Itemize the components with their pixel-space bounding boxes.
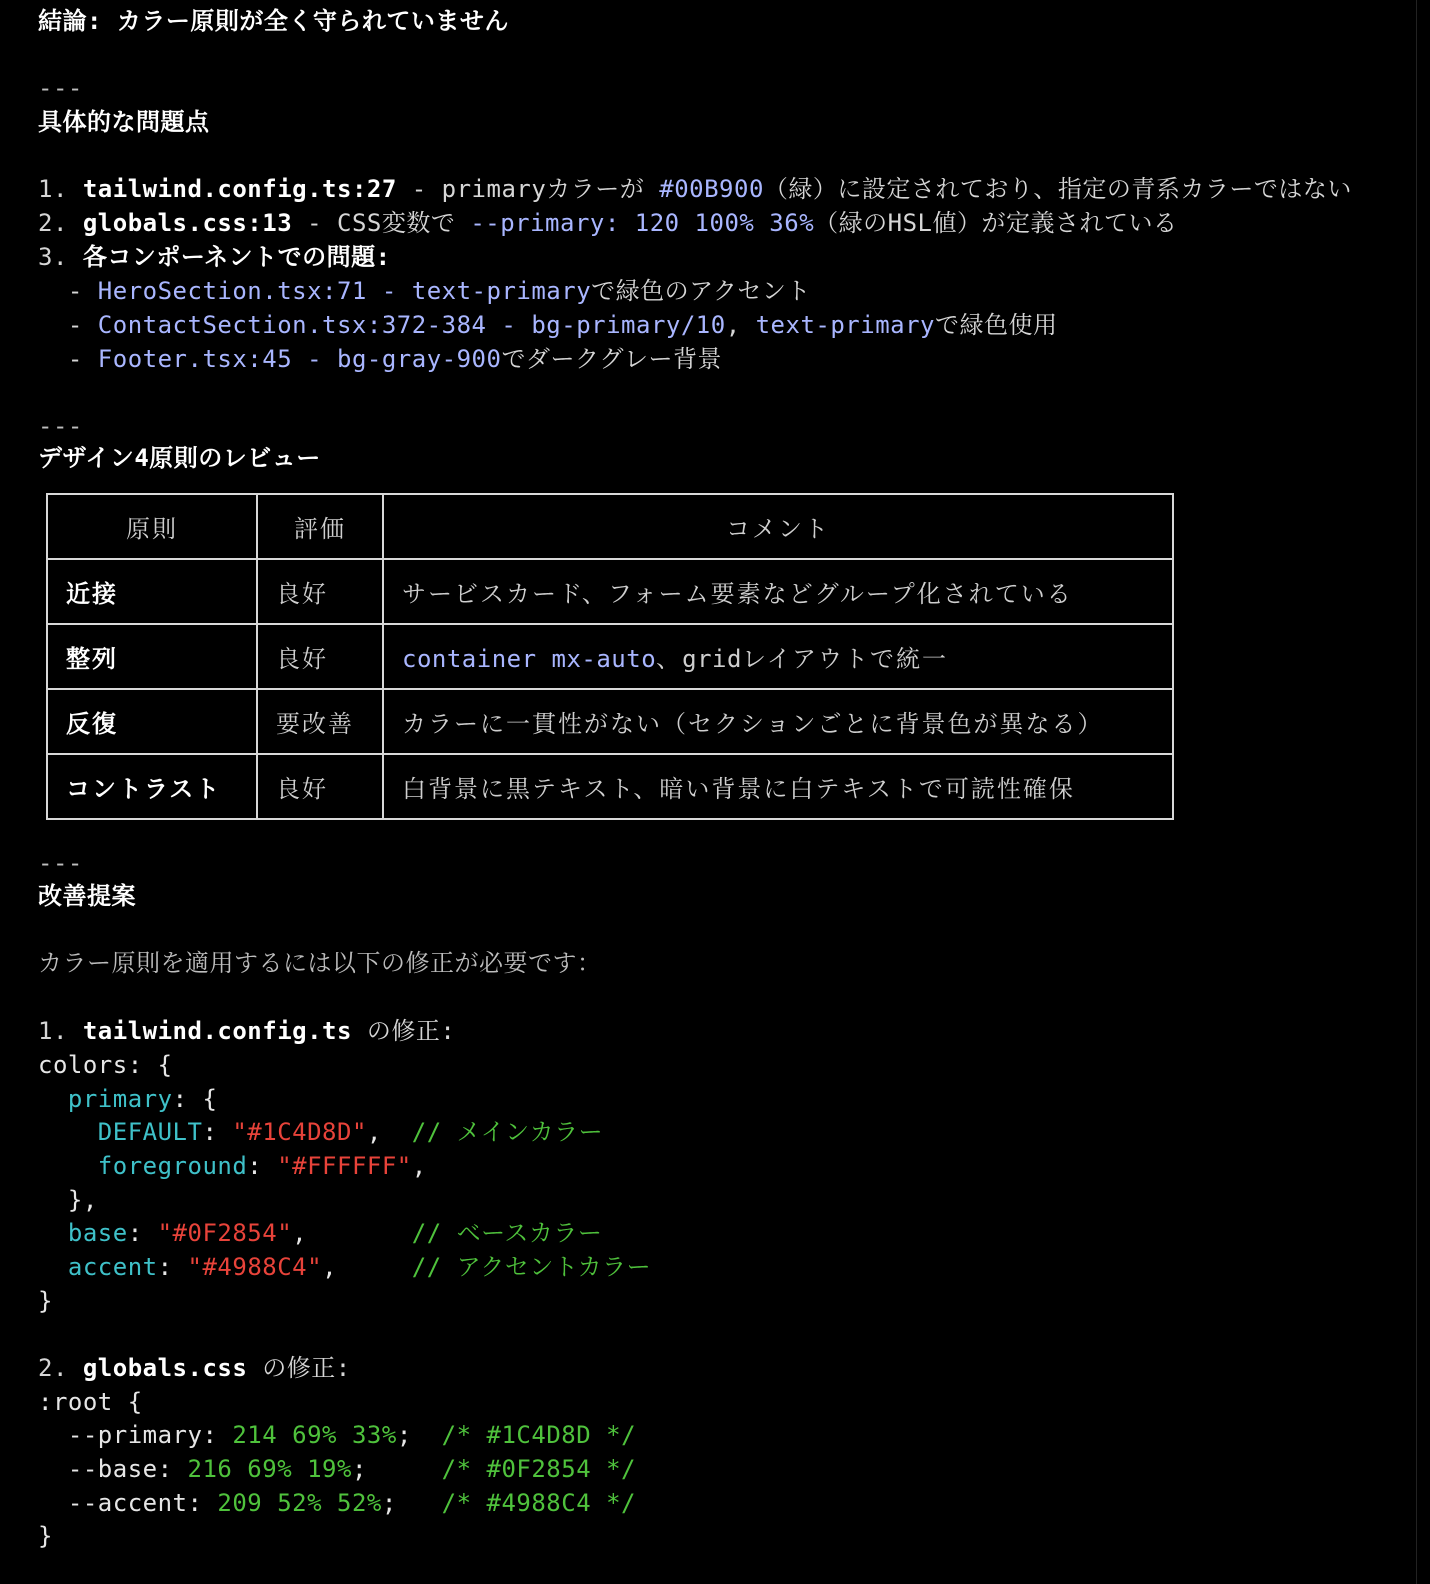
fix-label: の修正: [247,1354,351,1382]
inline-code: #00B900 [659,175,764,203]
code-comment: /* #4988C4 */ [441,1489,636,1517]
code-punct: ; [396,1421,442,1449]
column-header-principle: 原則 [47,494,257,559]
comma: 、 [656,645,683,673]
code-line: } [38,1522,53,1550]
code-punct: }, [67,1186,98,1214]
issue-title: 各コンポーネントでの問題: [82,243,391,271]
principle-cell: 近接 [47,559,257,624]
code-key: primary [67,1085,173,1113]
comment-cell: カラーに一貫性がない（セクションごとに背景色が異なる） [383,689,1173,754]
code-comment: /* #0F2854 */ [441,1455,636,1483]
code-comment: /* #1C4D8D */ [441,1421,637,1449]
issue-text: （緑）に設定されており、指定の青系カラーではない [763,175,1352,203]
separator: --- [38,412,83,440]
file-reference: HeroSection.tsx:71 [97,277,367,305]
rating-cell: 良好 [257,754,383,819]
rating-cell: 良好 [257,559,383,624]
file-reference: globals.css [82,1354,248,1382]
code-string: "#0F2854" [157,1219,293,1247]
issue-text: - primaryカラーが [396,175,660,203]
design-principles-table [46,493,1174,820]
column-header-rating: 評価 [257,494,383,559]
sub-issue-2 [38,308,1057,342]
inline-code: text-primary [411,277,592,305]
code-comment: // ベースカラー [411,1219,603,1247]
code-key: foreground [97,1152,248,1180]
file-reference: tailwind.config.ts [82,1017,352,1045]
code-punct: : [247,1152,278,1180]
separator: --- [38,849,83,877]
dash: - [38,345,98,373]
issue-text: で緑色のアクセント [591,277,811,305]
issue-text: - CSS変数で [292,209,471,237]
comment-cell [383,624,1173,689]
code-value: 214 69% 33% [232,1421,397,1449]
dash: - [38,277,98,305]
code-string: "#1C4D8D" [232,1118,367,1146]
code-punct: , [366,1118,412,1146]
comment-text: レイアウトで統一 [741,645,949,673]
principle-cell: コントラスト [47,754,257,819]
code-line [38,1183,98,1217]
inline-code: grid [682,645,742,673]
issue-item-1 [38,172,1352,206]
inline-code: bg-primary/10 [531,311,726,339]
code-line [38,1418,636,1452]
code-key: --accent: [67,1489,218,1517]
rating-cell: 良好 [257,624,383,689]
list-number: 1. [38,1017,68,1045]
separator-dash: - [486,311,532,339]
sub-issue-3 [38,342,722,376]
code-line [38,1452,636,1486]
list-number: 2. [38,1354,68,1382]
fix-1-title [38,1014,455,1048]
comment-cell: サービスカード、フォーム要素などグループ化されている [383,559,1173,624]
code-value: 209 52% 52% [217,1489,382,1517]
code-line [38,1250,651,1284]
fix-label: の修正: [351,1017,456,1045]
column-header-comment: コメント [383,494,1173,559]
code-line [38,1115,603,1149]
conclusion-heading: 結論: カラー原則が全く守られていません [38,7,509,35]
inline-code: text-primary [755,311,935,339]
list-number: 2. [38,209,68,237]
table-row [47,754,1173,819]
issues-heading: 具体的な問題点 [38,108,210,136]
code-key: accent [67,1253,158,1281]
code-line [38,1216,602,1250]
separator: --- [38,74,83,102]
table-row [47,559,1173,624]
issue-text: で緑色使用 [934,311,1058,339]
issue-text: （緑のHSL値）が定義されている [814,209,1178,237]
list-number: 3. [38,243,68,271]
code-punct: , [411,1152,427,1180]
code-line: :root { [38,1388,143,1416]
code-punct: : { [172,1085,218,1113]
proposal-heading: 改善提案 [38,882,136,910]
code-punct: ; [351,1455,442,1483]
code-punct: : [127,1219,158,1247]
principle-cell: 反復 [47,689,257,754]
fix-2-title [38,1351,351,1385]
rating-cell: 要改善 [257,689,383,754]
inline-code: --primary: 120 100% 36% [470,209,815,237]
comment-cell: 白背景に黒テキスト、暗い背景に白テキストで可読性確保 [383,754,1173,819]
code-key: --base: [67,1455,188,1483]
code-punct: : [157,1253,188,1281]
separator-dash: - [366,277,412,305]
code-key: DEFAULT [97,1118,203,1146]
code-line [38,1082,217,1116]
code-key: base [67,1219,128,1247]
proposal-intro: カラー原則を適用するには以下の修正が必要です： [38,949,602,977]
code-value: 216 69% 19% [187,1455,352,1483]
code-line: } [38,1287,53,1315]
table-header-row [47,494,1173,559]
file-reference: ContactSection.tsx:372-384 [97,311,487,339]
code-line [38,1486,636,1520]
issue-item-3 [38,240,391,274]
code-punct: ; [381,1489,442,1517]
file-reference: Footer.tsx:45 [97,345,293,373]
issue-item-2 [38,206,1178,240]
code-line: colors: { [38,1051,173,1079]
inline-code: container mx-auto [402,645,657,673]
table-row [47,689,1173,754]
issue-text: でダークグレー背景 [501,345,722,373]
code-comment: // メインカラー [411,1118,604,1146]
code-punct: , [292,1219,412,1247]
list-number: 1. [38,175,68,203]
review-heading: デザイン4原則のレビュー [38,444,321,472]
file-reference: tailwind.config.ts:27 [82,175,397,203]
principle-cell: 整列 [47,624,257,689]
code-key: --primary: [67,1421,233,1449]
code-string: "#4988C4" [187,1253,323,1281]
code-punct: : [202,1118,233,1146]
code-line [38,1149,427,1183]
code-comment: // アクセントカラー [411,1253,652,1281]
code-punct: , [322,1253,412,1281]
comma: , [725,311,756,339]
table-row [47,624,1173,689]
file-reference: globals.css:13 [82,209,293,237]
code-string: "#FFFFFF" [277,1152,412,1180]
dash: - [38,311,98,339]
separator-dash: - [292,345,337,373]
inline-code: bg-gray-900 [337,345,502,373]
sub-issue-1 [38,274,811,308]
